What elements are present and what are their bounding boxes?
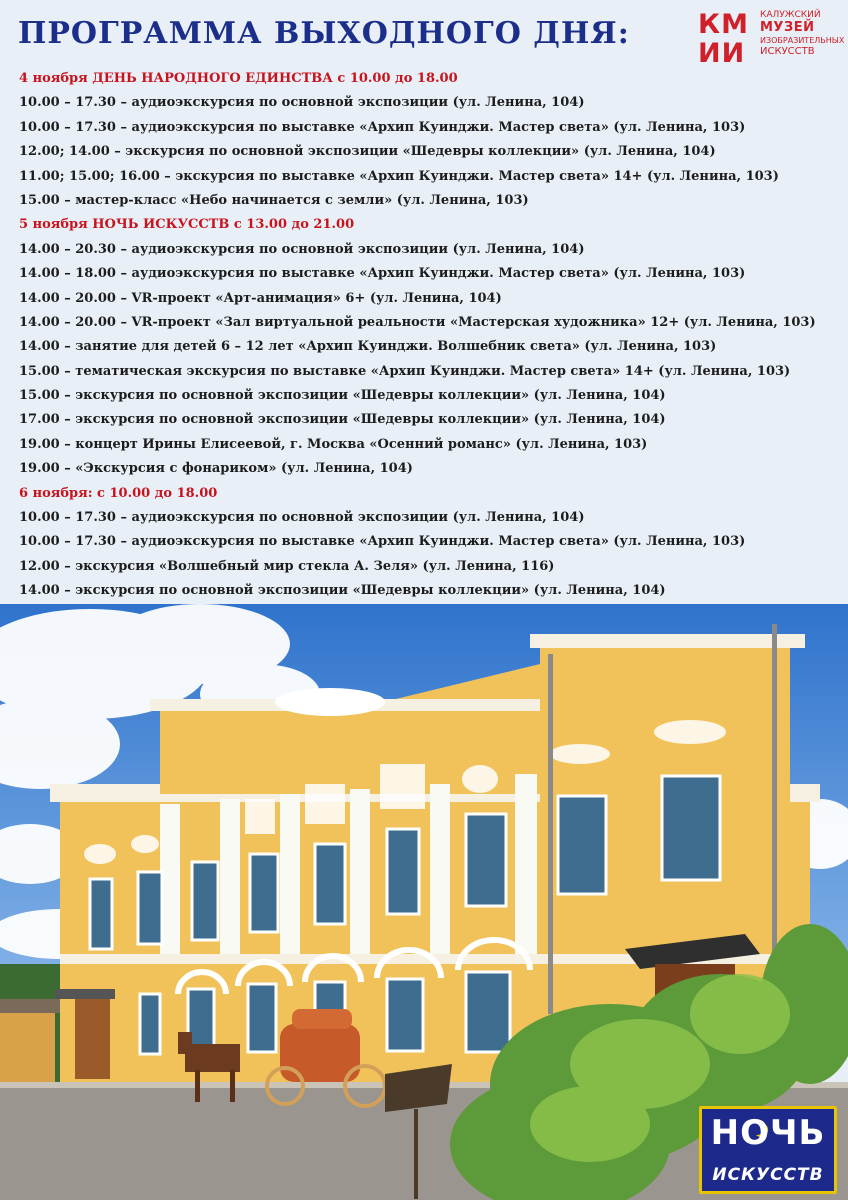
program-item: 14.00 – занятие для детей 6 – 12 лет «Архип Куинджи. Волшебник света» (ул. Ленина, 103) xyxy=(19,339,717,355)
program-item: 10.00 – 17.30 – аудиоэкскурсия по выставке «Архип Куинджи. Мастер света» (ул. Ленина, 103) xyxy=(19,119,746,135)
program-item: 19.00 – «Экскурсия с фонариком» (ул. Ленина, 104) xyxy=(19,461,413,477)
logo-line-4: ИСКУССТВ xyxy=(760,46,815,57)
program-item: 15.00 – тематическая экскурсия по выставке «Архип Куинджи. Мастер света» 14+ (ул. Ленина, 103) xyxy=(19,363,791,379)
program-item: 11.00; 15.00; 16.00 – экскурсия по выставке «Архип Куинджи. Мастер света» 14+ (ул. Ленина, 103) xyxy=(19,168,779,184)
program-item: 14.00 – 20.00 – VR-проект «Зал виртуальной реальности «Мастерская художника» 12+ (ул. Ленина, 103) xyxy=(19,314,816,330)
logo-line-1: КАЛУЖСКИЙ xyxy=(760,10,821,20)
program-item: 12.00; 14.00 – экскурсия по основной экспозиции «Шедевры коллекции» (ул. Ленина, 104) xyxy=(19,144,716,160)
program-item: 14.00 – экскурсия по основной экспозиции «Шедевры коллекции» (ул. Ленина, 104) xyxy=(19,583,666,599)
day-heading: 6 ноября: с 10.00 до 18.00 xyxy=(19,485,218,501)
badge-line-2: ИСКУССТВ xyxy=(712,1165,824,1185)
program-item: 19.00 – концерт Ирины Елисеевой, г. Москва «Осенний романс» (ул. Ленина, 103) xyxy=(19,436,648,452)
program-item: 10.00 – 17.30 – аудиоэкскурсия по основной экспозиции (ул. Ленина, 104) xyxy=(19,95,585,111)
program-list xyxy=(19,67,838,604)
day-heading: 4 ноября ДЕНЬ НАРОДНОГО ЕДИНСТВА с 10.00 до 18.00 xyxy=(19,71,458,86)
logo-mark-top: КМ xyxy=(698,9,749,40)
logo-line-2: МУЗЕЙ xyxy=(760,20,815,35)
program-item: 14.00 – 20.00 – VR-проект «Арт-анимация» 6+ (ул. Ленина, 104) xyxy=(19,290,502,306)
museum-logo xyxy=(698,10,844,70)
page-title: ПРОГРАММА ВЫХОДНОГО ДНЯ: xyxy=(18,16,630,51)
program-item: 17.00 – экскурсия по основной экспозиции «Шедевры коллекции» (ул. Ленина, 104) xyxy=(19,412,666,428)
logo-mark-bottom: ИИ xyxy=(698,38,746,69)
program-item: 10.00 – 17.30 – аудиоэкскурсия по основной экспозиции (ул. Ленина, 104) xyxy=(19,510,585,526)
logo-text xyxy=(760,10,844,57)
program-item: 15.00 – экскурсия по основной экспозиции «Шедевры коллекции» (ул. Ленина, 104) xyxy=(19,388,666,404)
program-item: 14.00 – 18.00 – аудиоэкскурсия по выставке «Архип Куинджи. Мастер света» (ул. Ленина, 103) xyxy=(19,266,746,282)
logo-mark xyxy=(698,10,760,68)
program-item: 10.00 – 17.30 – аудиоэкскурсия по выставке «Архип Куинджи. Мастер света» (ул. Ленина, 103) xyxy=(19,534,746,550)
program-item: 14.00 – 20.30 – аудиоэкскурсия по основной экспозиции (ул. Ленина, 104) xyxy=(19,241,585,257)
day-heading: 5 ноября НОЧЬ ИСКУССТВ с 13.00 до 21.00 xyxy=(19,217,355,233)
program-item: 12.00 – экскурсия «Волшебный мир стекла А. Зеля» (ул. Ленина, 116) xyxy=(19,558,555,574)
night-of-arts-badge xyxy=(699,1106,837,1194)
logo-line-3: ИЗОБРАЗИТЕЛЬНЫХ xyxy=(760,36,845,45)
badge-line-1: НОЧЬ xyxy=(710,1113,826,1153)
program-item: 15.00 – мастер-класс «Небо начинается с земли» (ул. Ленина, 103) xyxy=(19,192,529,208)
